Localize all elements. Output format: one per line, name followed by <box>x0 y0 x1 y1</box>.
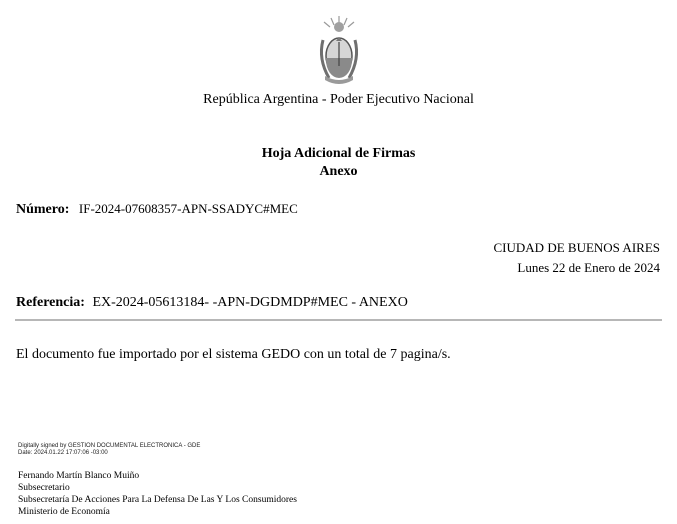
numero-label: Número: <box>16 202 70 217</box>
city: CIUDAD DE BUENOS AIRES <box>493 240 660 255</box>
referencia-row <box>16 295 408 311</box>
signer-position: Subsecretario <box>18 483 70 493</box>
document-subtitle: Anexo <box>319 164 358 179</box>
referencia-label: Referencia: <box>16 295 85 310</box>
signer-office: Subsecretaría De Acciones Para La Defensa De Las Y Los Consumidores <box>18 495 297 505</box>
signer-name: Fernando Martín Blanco Muiño <box>18 471 140 481</box>
digital-signature-date: Date: 2024.01.22 17:07:06 -03:00 <box>18 450 108 456</box>
numero-value: IF-2024-07608357-APN-SSADYC#MEC <box>78 201 298 216</box>
coat-of-arms-icon <box>315 14 363 90</box>
document-title: Hoja Adicional de Firmas <box>261 146 416 161</box>
document-date: Lunes 22 de Enero de 2024 <box>517 260 660 275</box>
signer-ministry: Ministerio de Economía <box>18 507 110 517</box>
referencia-value: EX-2024-05613184- -APN-DGDMDP#MEC - ANEXO <box>92 295 408 310</box>
numero-row <box>16 201 298 218</box>
horizontal-divider <box>15 319 662 321</box>
institution-header: República Argentina - Poder Ejecutivo Nacional <box>203 92 474 107</box>
digital-signature-line: Digitally signed by GESTION DOCUMENTAL ELECTRONICA - GDE <box>18 443 201 449</box>
body-text: El documento fue importado por el sistema GEDO con un total de 7 pagina/s. <box>16 347 451 362</box>
